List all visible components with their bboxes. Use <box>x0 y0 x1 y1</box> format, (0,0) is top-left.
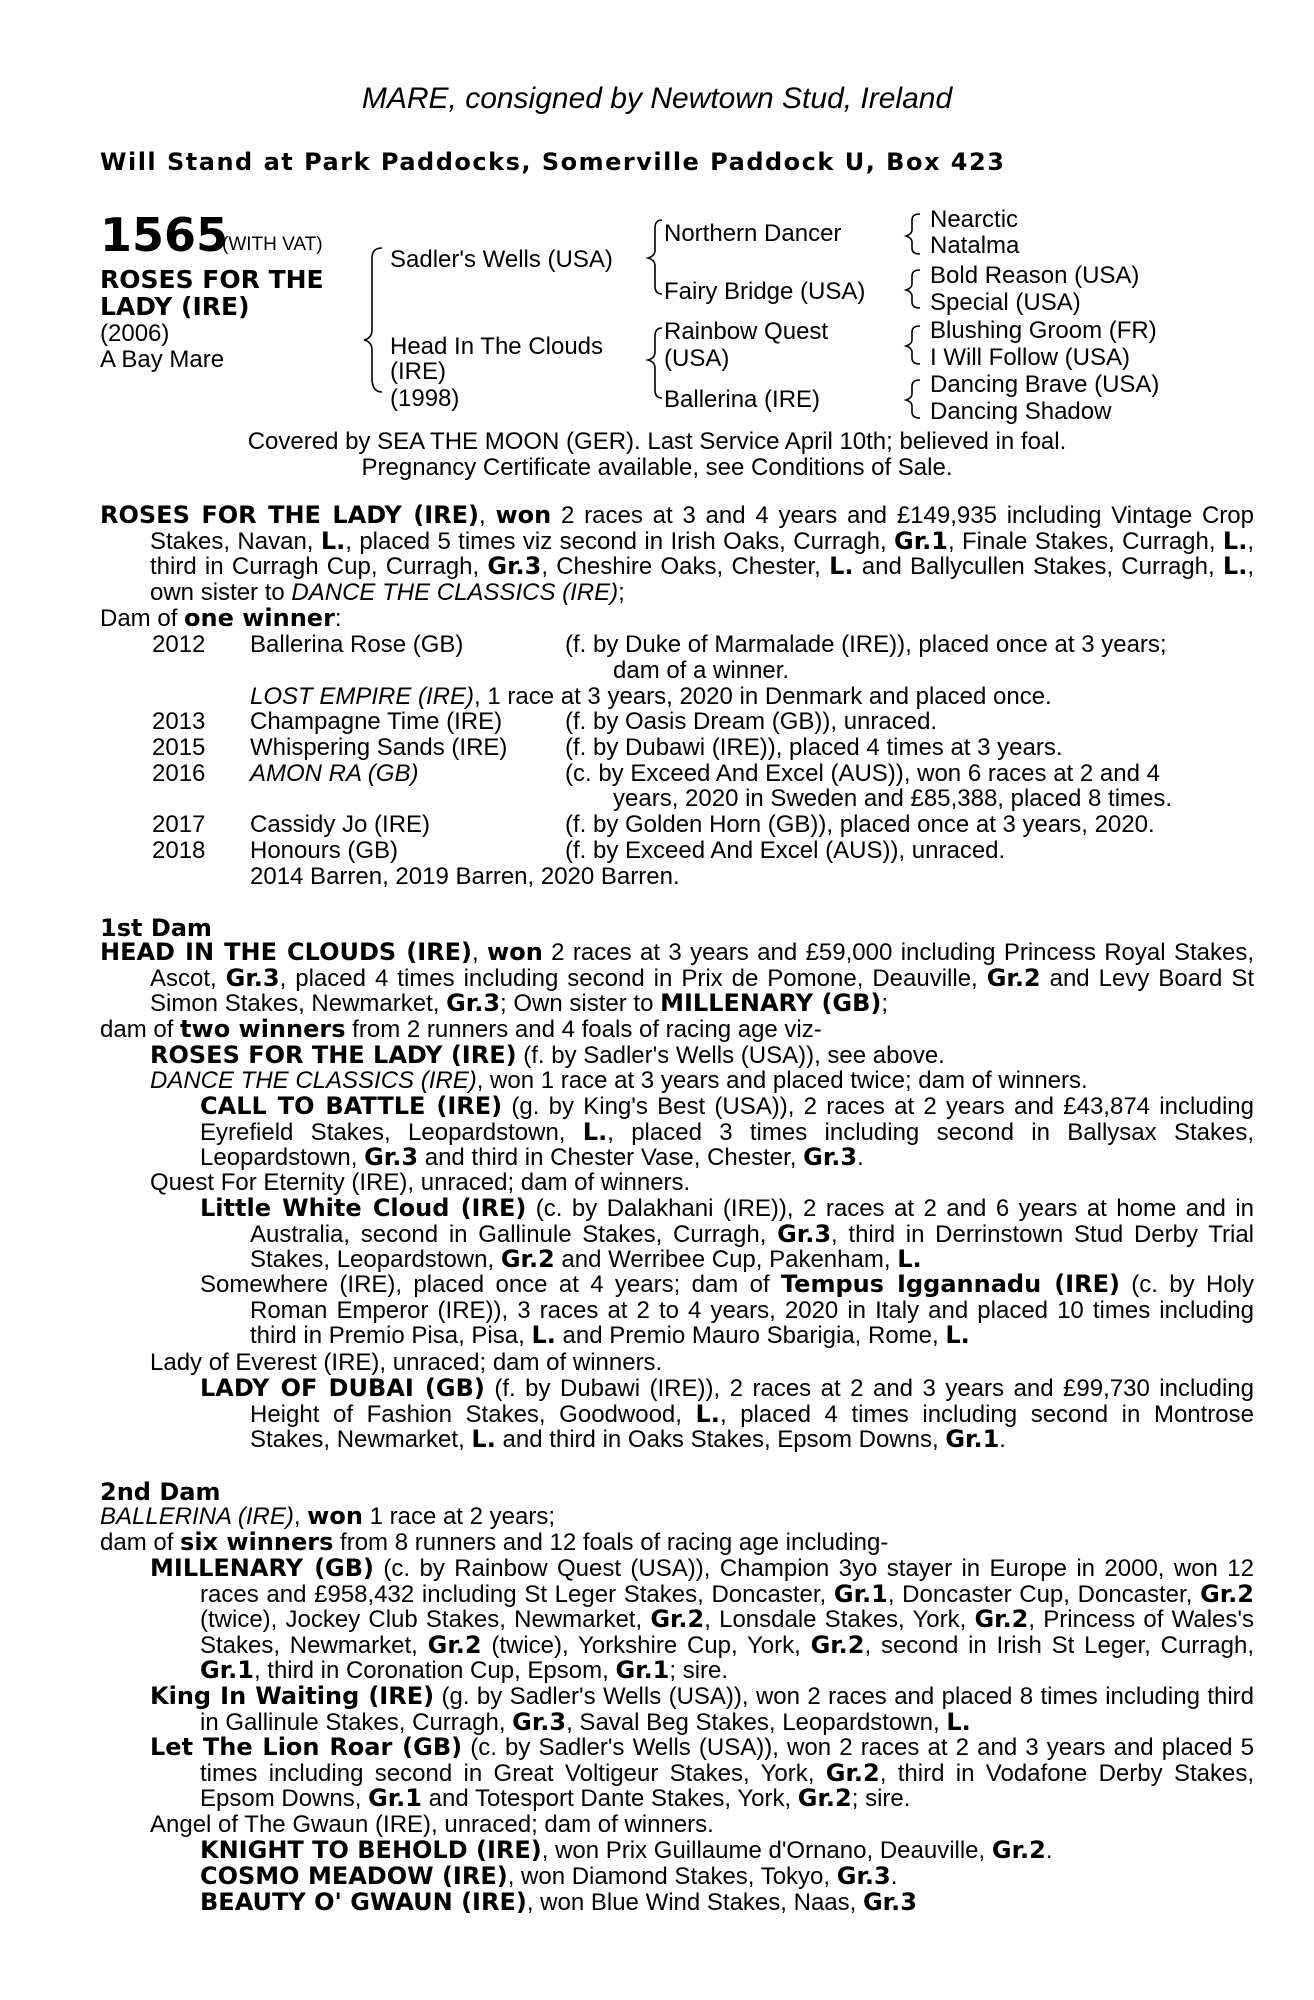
text: ; <box>618 578 625 606</box>
second-dam-entry: BEAUTY O' GWAUN (IRE), won Blue Wind Stakes, Naas, Gr.3 <box>200 1888 917 1916</box>
produce-name: Whispering Sands (IRE) <box>250 734 508 761</box>
pedigree-dds: Dancing Brave (USA) <box>930 371 1160 398</box>
produce-detail: (f. by Duke of Marmalade (IRE)), placed once at 3 years; <box>565 631 1167 658</box>
group1-label: Gr.1 <box>894 526 948 555</box>
listed-label: L. <box>829 552 854 580</box>
first-dam-entry: Lady of Everest (IRE), unraced; dam of winners. <box>150 1349 663 1376</box>
lot-number: 1565 <box>100 208 229 262</box>
mare-name: ROSES FOR THE LADY (IRE) <box>100 501 480 529</box>
pedigree-sss: Nearctic <box>930 206 1019 233</box>
text: , own sister to <box>150 553 1255 606</box>
first-dam-entry: CALL TO BATTLE (IRE) (g. by King's Best (USA)), 2 races at 2 years and £43,874 including Eyrefield Stakes, Leopardstown, L., placed 3 times including second in Ballysax Stakes, Leopardstown, Gr.3 and third in Chester Vase, Chester, Gr.3. <box>200 1092 1255 1171</box>
listed-label: L. <box>1222 552 1248 580</box>
produce-name: Cassidy Jo (IRE) <box>250 811 431 838</box>
first-dam-entry: DANCE THE CLASSICS (IRE), won 1 race at 3 years and placed twice; dam of winners. <box>150 1067 1088 1094</box>
lost-empire-line: LOST EMPIRE (IRE), 1 race at 3 years, 2020 in Denmark and placed once. <box>250 683 1052 710</box>
foaling-year: (2006) <box>100 320 170 347</box>
listed-label: L. <box>320 526 346 555</box>
pedigree-dam-line1: Head In The Clouds <box>390 333 604 360</box>
produce-year: 2016 <box>152 760 206 787</box>
text: , placed 5 times viz second in Irish Oaks, Curragh, <box>345 527 894 555</box>
covered-by-note: Covered by SEA THE MOON (GER). Last Service April 10th; believed in foal. <box>247 428 1067 455</box>
second-dam-produce-summary: dam of six winners from 8 runners and 12 foals of racing age including- <box>100 1528 889 1556</box>
produce-year: 2015 <box>152 734 206 761</box>
text: , third in Curragh Cup, Curragh, <box>150 527 1255 580</box>
consignment-line: MARE, consigned by Newtown Stud, Ireland <box>361 82 953 115</box>
second-dam-heading: 2nd Dam <box>100 1478 221 1506</box>
first-dam-entry: LADY OF DUBAI (GB) (f. by Dubawi (IRE)), 2 races at 2 and 3 years and £99,730 including Height of Fashion Stakes, Goodwood, L., placed 4 times including second in Montrose Stakes, Newmarket, L. and third in Oaks Stakes, Epsom Downs, Gr.1. <box>200 1374 1255 1453</box>
produce-name: Ballerina Rose (GB) <box>250 631 464 658</box>
produce-detail: (f. by Exceed And Excel (AUS)), unraced. <box>565 837 1006 864</box>
text: and Ballycullen Stakes, Curragh, <box>853 553 1223 580</box>
pedigree-dss: Blushing Groom (FR) <box>930 317 1157 344</box>
second-dam-record: BALLERINA (IRE), won 1 race at 2 years; <box>100 1502 556 1530</box>
horse-name-line2: LADY (IRE) <box>100 292 250 321</box>
pedigree-dsd: I Will Follow (USA) <box>930 344 1131 371</box>
pedigree-dam-sire-line1: Rainbow Quest <box>664 318 829 345</box>
produce-year: 2012 <box>152 631 206 658</box>
first-dam-entry: ROSES FOR THE LADY (IRE) (f. by Sadler's Wells (USA)), see above. <box>150 1041 945 1069</box>
produce-detail-cont: years, 2020 in Sweden and £85,388, placed 8 times. <box>613 785 1173 812</box>
text: 2 races at 3 and 4 years and £149,935 including Vintage Crop Stakes, Navan, <box>150 502 1254 555</box>
pedigree-dam-line2: (IRE) <box>390 358 446 385</box>
mare-race-record: ROSES FOR THE LADY (IRE), won 2 races at 3 and 4 years and £149,935 including Vintage Crop Stakes, Navan, L., placed 5 times viz second in Irish Oaks, Curragh, Gr.1, Finale Stakes, Curragh, L., third in Curragh Cup, Curragh, Gr.3, Cheshire Oaks, Chester, L. and Ballycullen Stakes, Curragh, L., own sister to DANCE THE CLASSICS (IRE); <box>100 501 1255 606</box>
pedigree-sdd: Special (USA) <box>930 289 1081 316</box>
pedigree-dam-line3: (1998) <box>390 385 460 412</box>
sister-name: DANCE THE CLASSICS (IRE) <box>291 578 619 606</box>
produce-detail: (f. by Oasis Dream (GB)), unraced. <box>565 708 938 735</box>
produce-detail-cont: dam of a winner. <box>613 657 790 684</box>
produce-detail: (f. by Dubawi (IRE)), placed 4 times at 3 years. <box>565 734 1063 761</box>
first-dam-record: HEAD IN THE CLOUDS (IRE), won 2 races at 3 years and £59,000 including Princess Royal Stakes, Ascot, Gr.3, placed 4 times including second in Prix de Pomone, Deauville, Gr.2 and Levy Board St Simon Stakes, Newmarket, Gr.3; Own sister to MILLENARY (GB); <box>100 938 1254 1017</box>
first-dam-entry: Little White Cloud (IRE) (c. by Dalakhani (IRE)), 2 races at 2 and 6 years at home and in Australia, second in Gallinule Stakes, Curragh, Gr.3, third in Derrinstown Stud Derby Trial Stakes, Leopardstown, Gr.2 and Werribee Cup, Pakenham, L. <box>200 1194 1255 1273</box>
pedigree-dam-dam: Ballerina (IRE) <box>664 386 821 413</box>
group3-label: Gr.3 <box>487 552 542 580</box>
first-dam-heading: 1st Dam <box>100 914 212 942</box>
first-dam-entry: Quest For Eternity (IRE), unraced; dam of winners. <box>150 1169 691 1196</box>
pedigree-sire: Sadler's Wells (USA) <box>390 246 613 273</box>
second-dam-entry: Angel of The Gwaun (IRE), unraced; dam of winners. <box>150 1811 714 1838</box>
dam-of-line: Dam of one winner: <box>100 604 342 632</box>
produce-name: AMON RA (GB) <box>250 760 419 787</box>
first-dam-entry: Somewhere (IRE), placed once at 4 years; dam of Tempus Iggannadu (IRE) (c. by Holy Roman Emperor (IRE)), 3 races at 2 to 4 years, 2020 in Italy and placed 10 times including third in Premio Pisa, Pisa, L. and Premio Mauro Sbarigia, Rome, L. <box>200 1270 1255 1349</box>
listed-label: L. <box>1222 526 1248 555</box>
produce-name: Champagne Time (IRE) <box>250 708 503 735</box>
horse-description: A Bay Mare <box>100 346 225 373</box>
barren-years: 2014 Barren, 2019 Barren, 2020 Barren. <box>250 863 680 890</box>
produce-year: 2018 <box>152 837 206 864</box>
pregnancy-note: Pregnancy Certificate available, see Conditions of Sale. <box>361 454 953 481</box>
first-dam-produce-summary: dam of two winners from 2 runners and 4 foals of racing age viz- <box>100 1015 822 1043</box>
second-dam-entry: KNIGHT TO BEHOLD (IRE), won Prix Guillaume d'Ornano, Deauville, Gr.2. <box>200 1836 1053 1864</box>
pedigree-dam-sire-line2: (USA) <box>664 345 730 372</box>
text: , Cheshire Oaks, Chester, <box>541 553 830 580</box>
horse-name-line1: ROSES FOR THE <box>100 265 324 294</box>
second-dam-entry: King In Waiting (IRE) (g. by Sadler's Wells (USA)), won 2 races and placed 8 times including third in Gallinule Stakes, Curragh, Gr.3, Saval Beg Stakes, Leopardstown, L. <box>150 1682 1255 1736</box>
produce-year: 2013 <box>152 708 206 735</box>
produce-year: 2017 <box>152 811 206 838</box>
text: , Finale Stakes, Curragh, <box>947 527 1223 555</box>
second-dam-entry: MILLENARY (GB) (c. by Rainbow Quest (USA)), Champion 3yo stayer in Europe in 2000, won 12 races and £958,432 including St Leger Stakes, Doncaster, Gr.1, Doncaster Cup, Doncaster, Gr.2 (twice), Jockey Club Stakes, Newmarket, Gr.2, Lonsdale Stakes, York, Gr.2, Princess of Wales's Stakes, Newmarket, Gr.2 (twice), Yorkshire Cup, York, Gr.2, second in Irish St Leger, Curragh, Gr.1, third in Coronation Cup, Epsom, Gr.1; sire. <box>150 1554 1254 1684</box>
stand-location: Will Stand at Park Paddocks, Somerville Paddock U, Box 423 <box>100 148 1006 176</box>
produce-name: Honours (GB) <box>250 837 399 864</box>
pedigree-ssd: Natalma <box>930 232 1020 259</box>
pedigree-sds: Bold Reason (USA) <box>930 262 1140 289</box>
second-dam-entry: COSMO MEADOW (IRE), won Diamond Stakes, Tokyo, Gr.3. <box>200 1862 898 1890</box>
produce-detail: (c. by Exceed And Excel (AUS)), won 6 races at 2 and 4 <box>565 760 1160 787</box>
pedigree-sire-sire: Northern Dancer <box>664 220 842 247</box>
produce-detail: (f. by Golden Horn (GB)), placed once at 3 years, 2020. <box>565 811 1155 838</box>
pedigree-ddd: Dancing Shadow <box>930 398 1112 425</box>
won-label: won <box>495 501 552 529</box>
second-dam-entry: Let The Lion Roar (GB) (c. by Sadler's Wells (USA)), won 2 races at 2 and 3 years and placed 5 times including second in Great Voltigeur Stakes, York, Gr.2, third in Vodafone Derby Stakes, Epsom Downs, Gr.1 and Totesport Dante Stakes, York, Gr.2; sire. <box>150 1733 1254 1812</box>
vat-note: (WITH VAT) <box>222 234 323 255</box>
pedigree-sire-dam: Fairy Bridge (USA) <box>664 278 866 305</box>
